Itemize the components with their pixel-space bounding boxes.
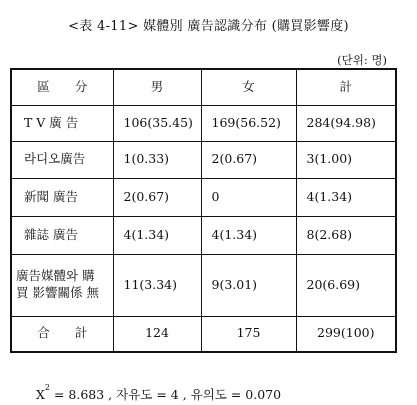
cell-female: 175 (201, 316, 296, 352)
header-female: 女 (201, 69, 296, 105)
unit-label: (단위: 명) (337, 53, 387, 67)
row-label (11, 254, 113, 316)
header-category: 區 分 (11, 69, 113, 105)
cell-male: 124 (113, 316, 201, 352)
table-row (11, 216, 396, 254)
data-table (10, 68, 397, 353)
header-male: 男 (113, 69, 201, 105)
cell-male: 11(3.34) (113, 254, 201, 316)
table-row (11, 105, 396, 141)
row-label: 雜誌 廣告 (11, 216, 113, 254)
cell-female: 0 (201, 178, 296, 216)
cell-male: 106(35.45) (113, 105, 201, 141)
row-label-line1: 廣告媒體와 購 (16, 268, 95, 284)
cell-male: 4(1.34) (113, 216, 201, 254)
chi-square-statistic (36, 385, 281, 403)
cell-female: 4(1.34) (201, 216, 296, 254)
row-label: T V 廣 告 (11, 105, 113, 141)
cell-total: 4(1.34) (296, 178, 396, 216)
row-label-line2: 買 影響關係 無 (16, 285, 99, 300)
cell-male: 1(0.33) (113, 141, 201, 178)
chi-symbol: X (36, 387, 45, 402)
total-row (11, 316, 396, 352)
cell-male: 2(0.67) (113, 178, 201, 216)
cell-female: 2(0.67) (201, 141, 296, 178)
cell-total: 299(100) (296, 316, 396, 352)
cell-total: 3(1.00) (296, 141, 396, 178)
row-label: 라디오廣告 (11, 141, 113, 178)
row-label: 合 計 (11, 316, 113, 352)
stat-text: = 8.683 , 자유도 = 4 , 유의도 = 0.070 (50, 387, 282, 402)
row-label: 新聞 廣告 (11, 178, 113, 216)
chi-superscript: 2 (44, 383, 50, 392)
table-row (11, 178, 396, 216)
cell-total: 8(2.68) (296, 216, 396, 254)
cell-total: 20(6.69) (296, 254, 396, 316)
header-row (11, 69, 396, 105)
cell-female: 169(56.52) (201, 105, 296, 141)
header-total: 計 (296, 69, 396, 105)
table-title: <表 4-11> 媒體別 廣告認識分布 (購買影響度) (68, 19, 349, 34)
table-row (11, 254, 396, 316)
cell-total: 284(94.98) (296, 105, 396, 141)
table-row (11, 141, 396, 178)
cell-female: 9(3.01) (201, 254, 296, 316)
